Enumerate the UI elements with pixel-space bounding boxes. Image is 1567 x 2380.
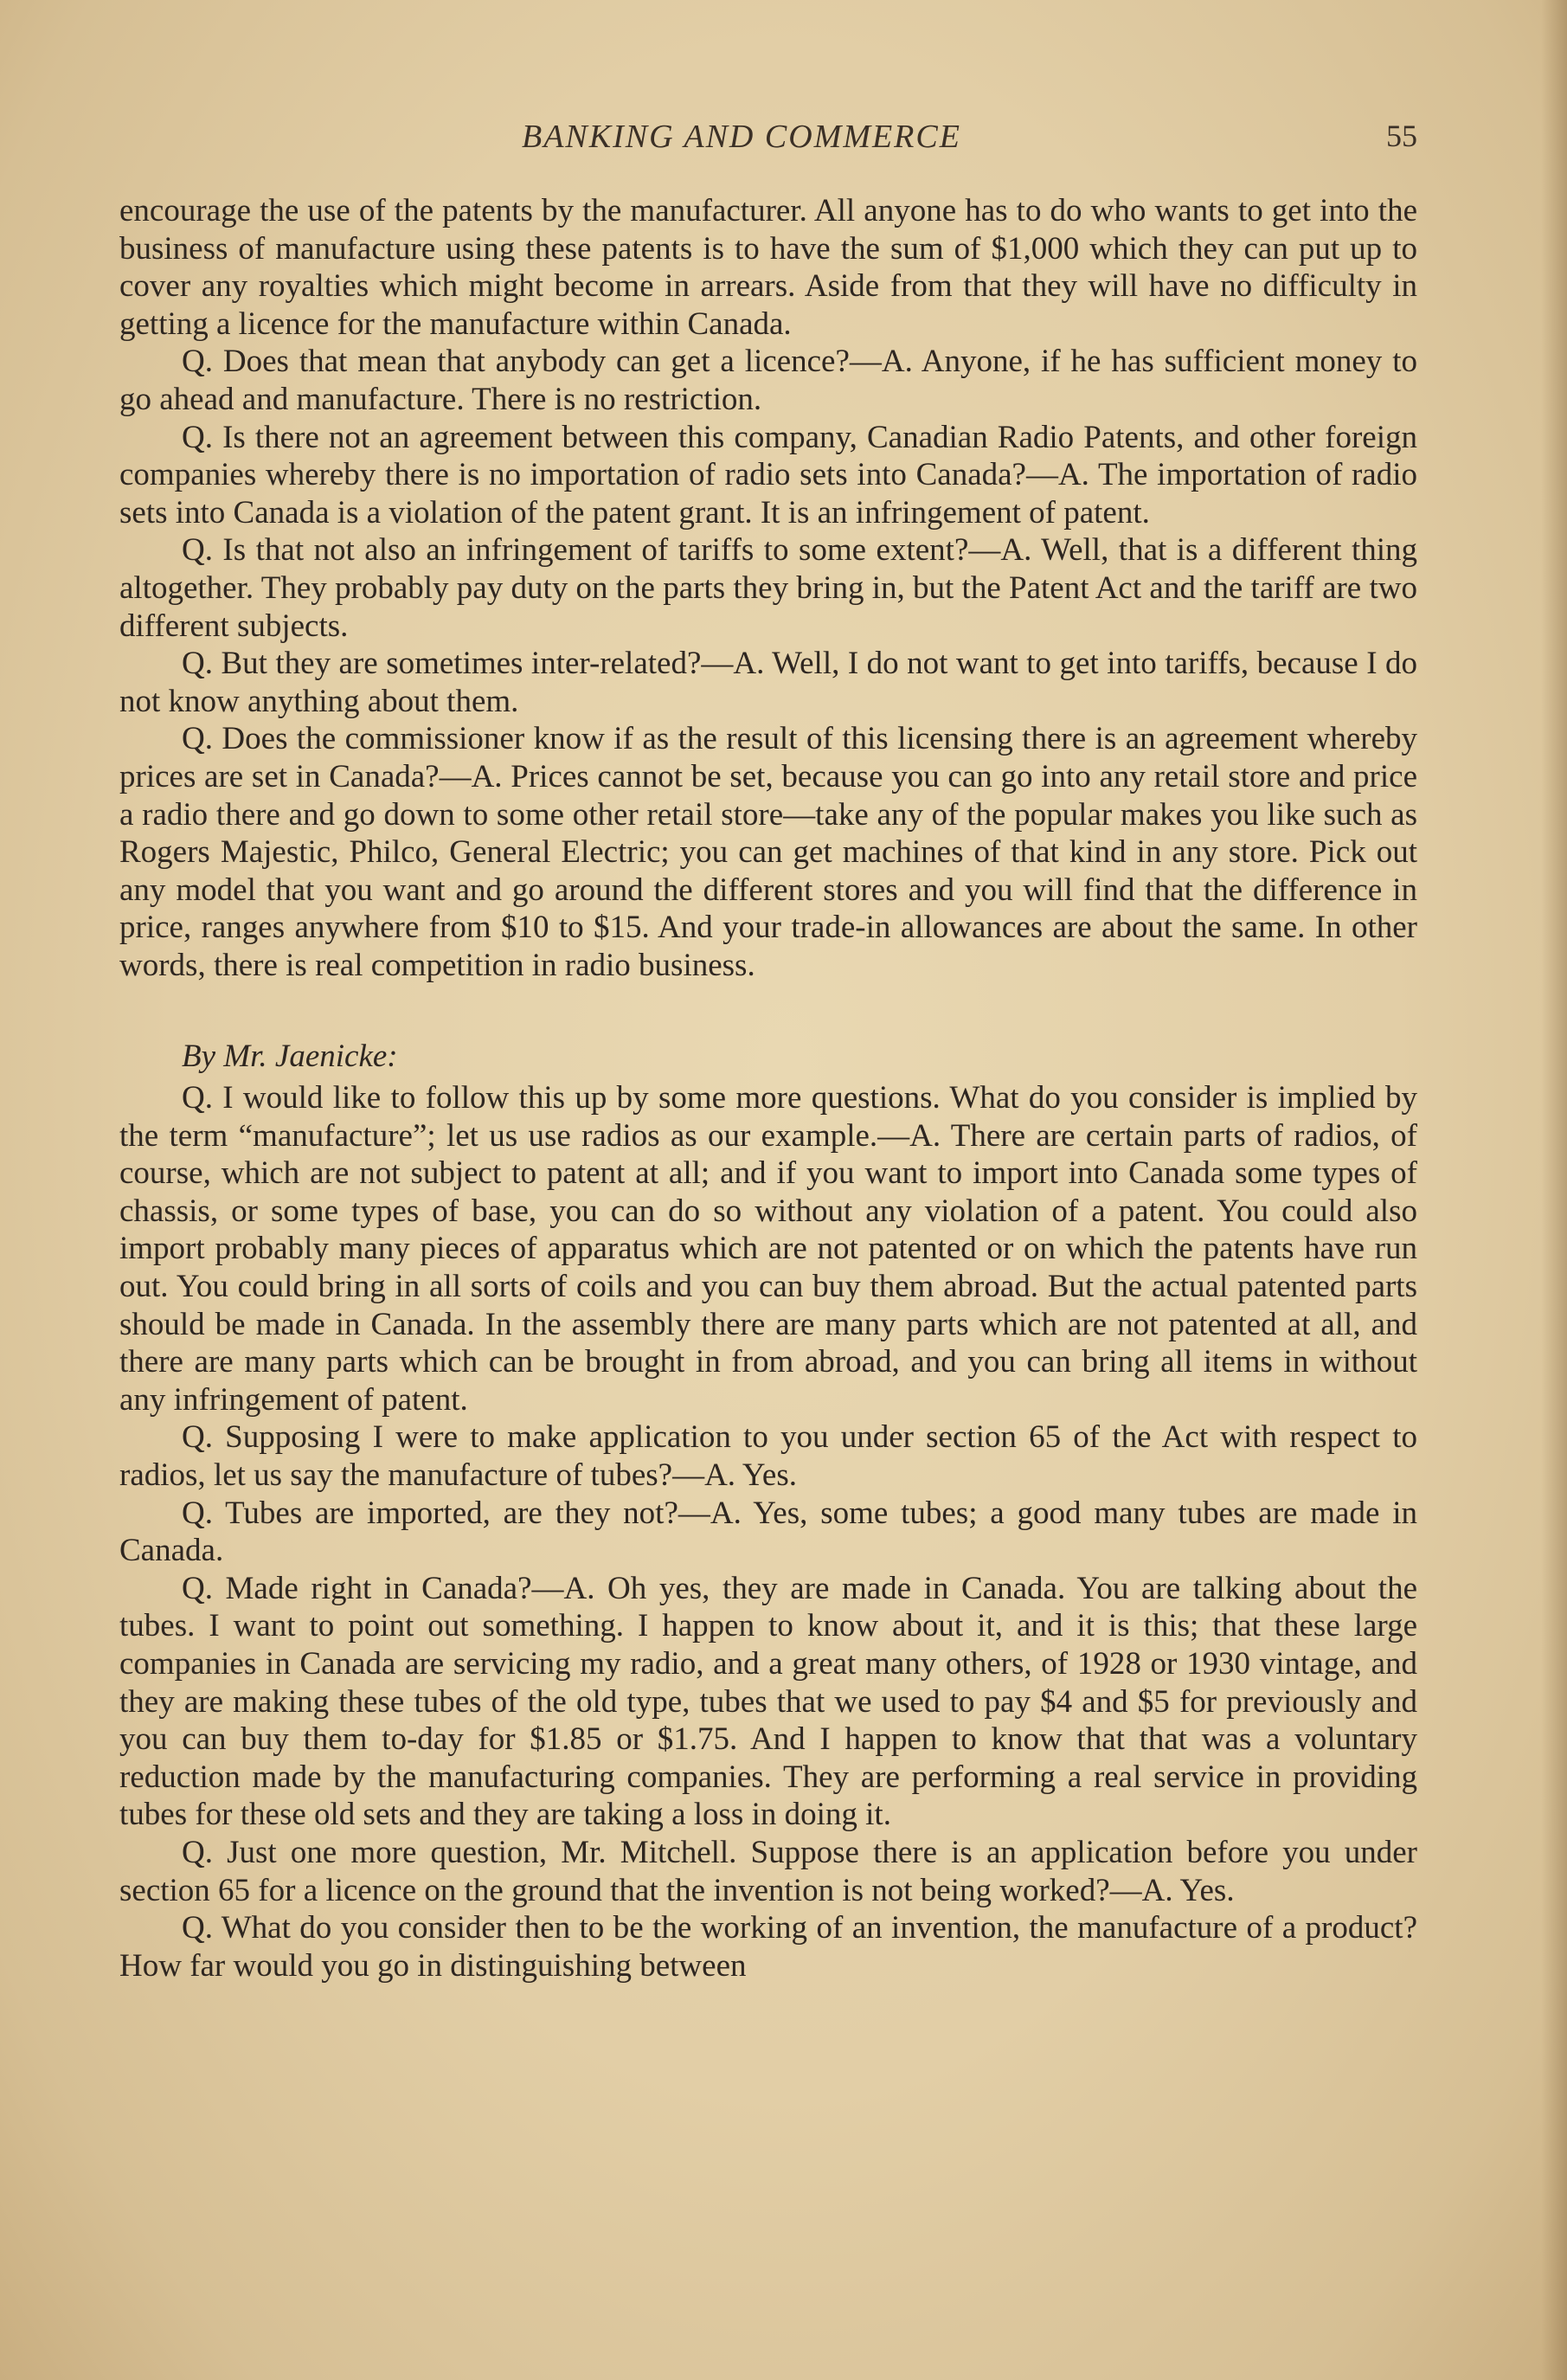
paragraph: Q. Is there not an agreement between this company, Canadian Radio Patents, and other foreign companies whereby there is no importation of radio sets into Canada?—A. The importation of radio sets into Canada is a violation of the patent grant. It is an infringement of patent. <box>119 419 1417 531</box>
page-number: 55 <box>1386 119 1417 153</box>
paragraph: Q. Just one more question, Mr. Mitchell. Suppose there is an application before you under section 65 for a licence on the ground that the invention is not being worked?—A. Yes. <box>119 1834 1417 1908</box>
page-body <box>119 192 1417 1984</box>
paragraph: Q. Tubes are imported, are they not?—A. Yes, some tubes; a good many tubes are made in Canada. <box>119 1495 1417 1569</box>
speaker-heading: By Mr. Jaenicke: <box>182 1039 398 1075</box>
paragraph: encourage the use of the patents by the manufacturer. All anyone has to do who wants to get into the business of manufacture using these patents is to have the sum of $1,000 which they can put up to cover any royalties which might become in arrears. Aside from that they will have no difficulty in getting a licence for the manufacture within Canada. <box>119 193 1417 342</box>
paragraph: Q. Is that not also an infringement of tariffs to some extent?—A. Well, that is a different thing altogether. They probably pay duty on the parts they bring in, but the Patent Act and the tariff are two different subjects. <box>119 532 1417 644</box>
paragraph: Q. I would like to follow this up by some more questions. What do you consider is implied by the term “manufacture”; let us use radios as our example.—A. There are certain parts of radios, of course, which are not subject to patent at all; and if you want to import into Canada some types of chassis, or some types of base, you can do so without any violation of a patent. You could also import probably many pieces of apparatus which are not patented or on which the patents have run out. You could bring in all sorts of coils and you can buy them abroad. But the actual patented parts should be made in Canada. In the assembly there are many parts which are not patented at all, and there are many parts which can be brought in from abroad, and you can bring all items in without any infringement of patent. <box>119 1080 1417 1418</box>
paragraph: Q. But they are sometimes inter-related?—A. Well, I do not want to get into tariffs, because I do not know anything about them. <box>119 646 1417 719</box>
paragraph: Q. Does the commissioner know if as the result of this licensing there is an agreement whereby prices are set in Canada?—A. Prices cannot be set, because you can go into any retail store and price a radio there and go down to some other retail store—take any of the popular makes you like such as Rogers Majestic, Philco, General Electric; you can get machines of that kind in any store. Pick out any model that you want and go around the different stores and you will find that the difference in price, ranges anywhere from $10 to $15. And your trade-in allowances are about the same. In other words, there is real competition in radio business. <box>119 721 1417 983</box>
running-head: BANKING AND COMMERCE <box>522 119 961 155</box>
paragraph: Q. What do you consider then to be the working of an invention, the manufacture of a product? How far would you go in distinguishing between <box>119 1910 1417 1984</box>
paragraph: Q. Made right in Canada?—A. Oh yes, they are made in Canada. You are talking about the tubes. I want to point out something. I happen to know about it, and it is this; that these large companies in Canada are servicing my radio, and a great many others, of 1928 or 1930 vintage, and they are making these tubes of the old type, tubes that we used to pay $4 and $5 for previously and you can buy them to-day for $1.85 or $1.75. And I happen to know that that was a voluntary reduction made by the manufacturing companies. They are performing a real service in providing tubes for these old sets and they are taking a loss in doing it. <box>119 1570 1417 1833</box>
paragraph: Q. Does that mean that anybody can get a licence?—A. Anyone, if he has sufficient money to go ahead and manufacture. There is no restriction. <box>119 344 1417 417</box>
page-edge-shadow <box>1541 0 1567 2380</box>
paragraph: Q. Supposing I were to make application to you under section 65 of the Act with respect to radios, let us say the manufacture of tubes?—A. Yes. <box>119 1419 1417 1493</box>
page-header <box>119 113 1417 164</box>
